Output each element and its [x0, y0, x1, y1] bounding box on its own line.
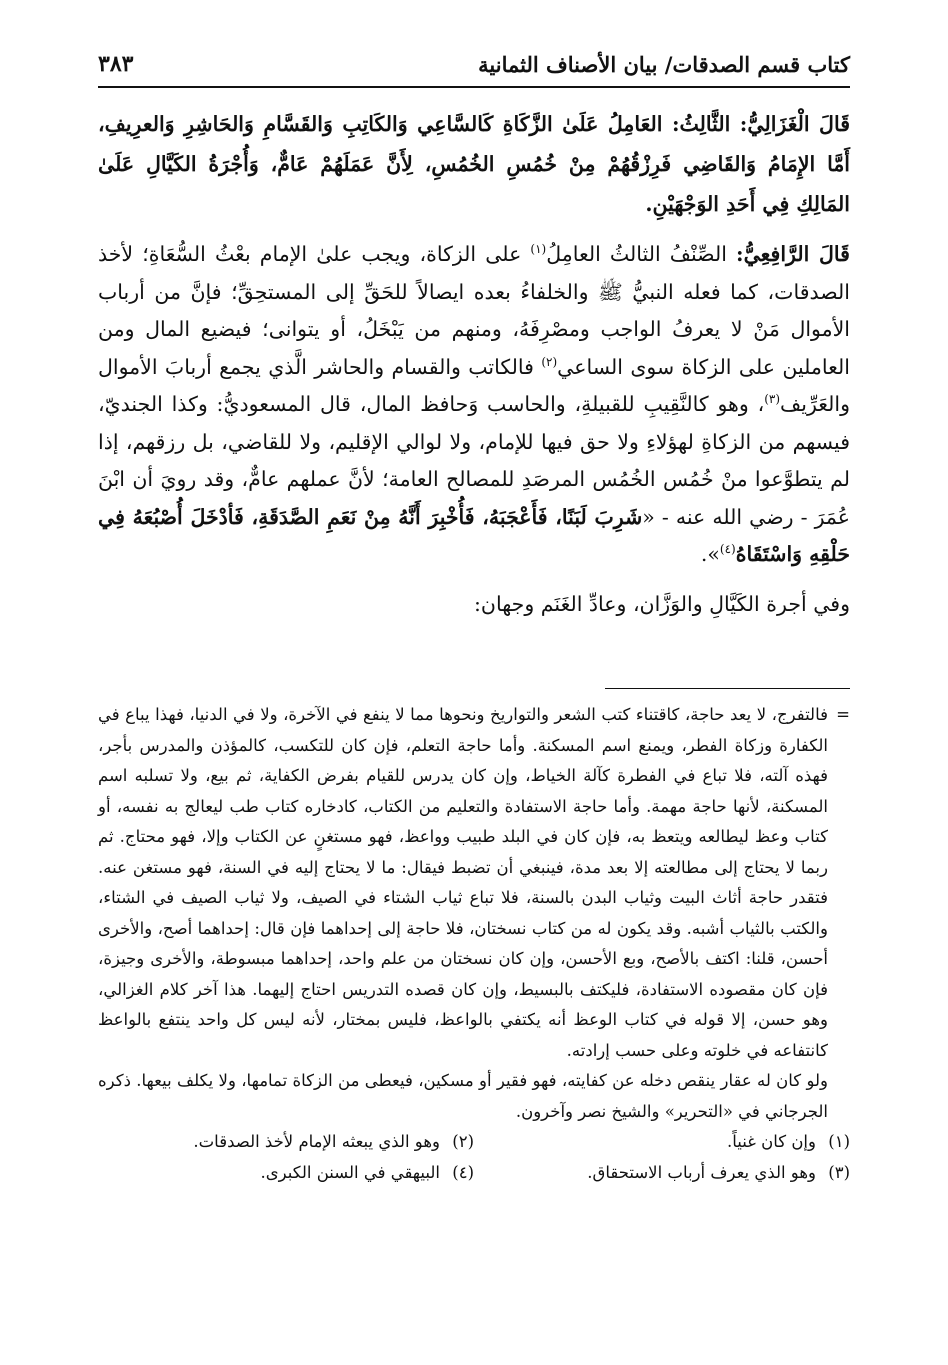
header-rule [98, 86, 850, 88]
footnote-1-number: (١) [828, 1132, 850, 1151]
footnote-3-text: وهو الذي يعرف أرباب الاستحقاق. [587, 1162, 816, 1182]
rafii-text-2: على الزكاة، ويجب علىٰ الإمام بعْثُ السُّعَاةِ؛ لأخذ الصدقات، كما فعله النبيُّ ﷺ والخلفاءُ بعده ايصالاً للحَقِّ إلى المستحِقِّ؛ فإنَّ من أرباب الأموال مَنْ لا يعرفُ الواجب ومصْرِفَهُ، ومنهم من يَبْخَلُ، أو يتوانى؛ فيضيع المال ومن العاملين على الزكاة سوى الساعي [98, 242, 850, 379]
footnote-row [98, 1127, 850, 1158]
ghazali-text: الثَّالِثُ: العَامِلُ عَلَىٰ الزَّكَاةِ كَالسَّاعِي وَالكَاتِبِ وَالقَسَّامِ وَالحَاشِرِ وَالعرِيفِ، أَمَّا الإِمَامُ وَالقَاضِي فَرِزْقُهُمْ مِنْ خُمُسِ الخُمُسِ، لِأَنَّ عَمَلَهُمْ عَامٌّ، وَأُجْرَةُ الكَيَّالِ عَلَىٰ المَالِكِ فِي أَحَدِ الوَجْهَيْنِ. [98, 112, 850, 216]
footnote-2-text: وهو الذي يبعثه الإمام لأخذ الصدقات. [193, 1132, 440, 1151]
rafii-text-1: الصِّنْفُ الثالثُ العامِلُ [546, 242, 727, 266]
rafii-text-4: ، وهو كالنَّقِيبِ للقبيلةِ، والحاسب وَحافظ المال، قال المسعوديُّ: وكذا الجنديّ، فيسهم من الزكاةِ لهؤلاءِ ولا حق فيها للإمام، ولا لوالي الإقليم، ولا للقاضي، بل رزقهم، إذا لم يتطوَّعوا منْ خُمُس الخُمُس المرصَدِ للمصالح العامة؛ لأنَّ عملهم عامٌّ، وقد رويَ أن ابْنَ عُمَرَ - رضي الله عنه - « [98, 392, 850, 529]
footnotes [98, 700, 850, 1188]
main-text [98, 104, 850, 623]
footnote-continuation [98, 700, 850, 1066]
running-header [98, 42, 850, 86]
footnote-2 [98, 1127, 474, 1158]
ghazali-paragraph [98, 104, 850, 224]
footnote-2-number: (٢) [452, 1132, 474, 1151]
footnote-row [98, 1158, 850, 1189]
footnote-4 [98, 1158, 474, 1189]
rafii-text-3: فالكاتب والقسام والحاشر الَّذي يجمع أربابَ الأموال والعَرِّيف [98, 354, 850, 416]
footnote-ref-4[interactable]: (٤) [719, 542, 736, 557]
footnote-ref-3[interactable]: (٣) [764, 392, 781, 407]
footnote-1 [474, 1127, 850, 1158]
quote-close: ». [700, 542, 720, 566]
footnote-ref-2[interactable]: (٢) [541, 354, 558, 369]
footnote-extra-paragraph: ولو كان له عقار ينقص دخله عن كفايته، فهو فقير أو مسكين، فيعطى من الزكاة تمامها، ولا يكلف بيعها. ذكره الجرجاني في «التحرير» والشيخ نصر وآخرون. [98, 1071, 828, 1121]
footnote-4-number: (٤) [452, 1162, 474, 1182]
footnote-1-text: وإن كان غنياً. [726, 1132, 816, 1151]
ghazali-label: قَالَ الْغَزَالِيُّ: [739, 112, 850, 136]
continuation-text: فالتفرج، لا يعد حاجة، كاقتناء كتب الشعر والتواريخ ونحوها مما لا ينفع في الآخرة، ولا في الدنيا، فهذا يباع في الكفارة وزكاة الفطر، ويمنع اسم المسكنة. وأما حاجة التعلم، فإن كان للتكسب، كالمؤذن والمدرس بأجر، فهذه آلته، فلا تباع في الفطرة كآلة الخياط، وإن كان يدرس للقيام بفرض الكفاية، ثم بيع، ولا تسلبه اسم المسكنة، لأنها حاجة مهمة. وأما حاجة الاستفادة والتعليم من الكتاب، كادخاره كتاب طب ليعالج به نفسه، أو كتاب وعظ ليطالعه ويتعظ به، فإن كان في البلد طبيب وواعظ، فهو مستغنٍ عن الكتاب وإلا، فهو محتاج. ثم ربما لا يحتاج إلى مطالعته إلا بعد مدة، فينبغي أن تضبط فيقال: ما لا يحتاج إليه في السنة، فهو مستغن عنه. فتقدر حاجة أثاث البيت وثياب البدن بالسنة، فلا تباع ثياب الشتاء في الصيف، ولا ثياب الصيف في الشتاء، والكتب بالثياب أشبه. وقد يكون له من كتاب نسختان، فلا حاجة إلى إحداهما فإن قال: إحداهما أصح، والأخرى أحسن، قلنا: اكتف بالأصح، وبع الأحسن، وإن كان نسختان من علم واحد، إحداهما مبسوطة، والأخرى وجيزة، فإن كان مقصوده الاستفادة، فليكتف بالبسيط، وإن كان قصده التدريس احتاج إليهما. هذا آخر كلام الغزالي، وهو حسن، إلا قوله في كتاب الوعظ أنه يكتفي بالواعظ، فليس بمختار، لأنه ليس كل واحد ينتفع بالواعظ كانتفاعه في خلوته وعلى حسب إرادته. [98, 705, 829, 1060]
footnote-ref-1[interactable]: (١) [530, 242, 547, 257]
footnote-rule [605, 688, 850, 689]
last-line: وفي أجرة الكَيَّالِ والوَزَّان، وعادِّ الغَنَم وجهان: [474, 591, 850, 616]
rafii-label: قَالَ الرَّافِعِيُّ: [736, 242, 850, 266]
footnote-4-text: البيهقي في السنن الكبرى. [260, 1162, 440, 1182]
footnote-3 [474, 1158, 850, 1189]
rafii-paragraph [98, 236, 850, 574]
page-number: ٣٨٣ [98, 51, 134, 77]
header-title: كتاب قسم الصدقات/ بيان الأصناف الثمانية [478, 51, 850, 77]
hadith-quote: شَرِبَ لَبَنًا، فَأَعْجَبَهُ، فَأُخْبِرَ أَنَّهُ مِنْ نَعَمِ الصَّدَقَةِ، فَأدْخَلَ أُصْبُعَهُ فِي حَلْقِهِ وَاسْتَقَاهُ [98, 504, 850, 566]
footnote-3-number: (٣) [828, 1162, 850, 1182]
continuation-marker: = [836, 705, 850, 724]
